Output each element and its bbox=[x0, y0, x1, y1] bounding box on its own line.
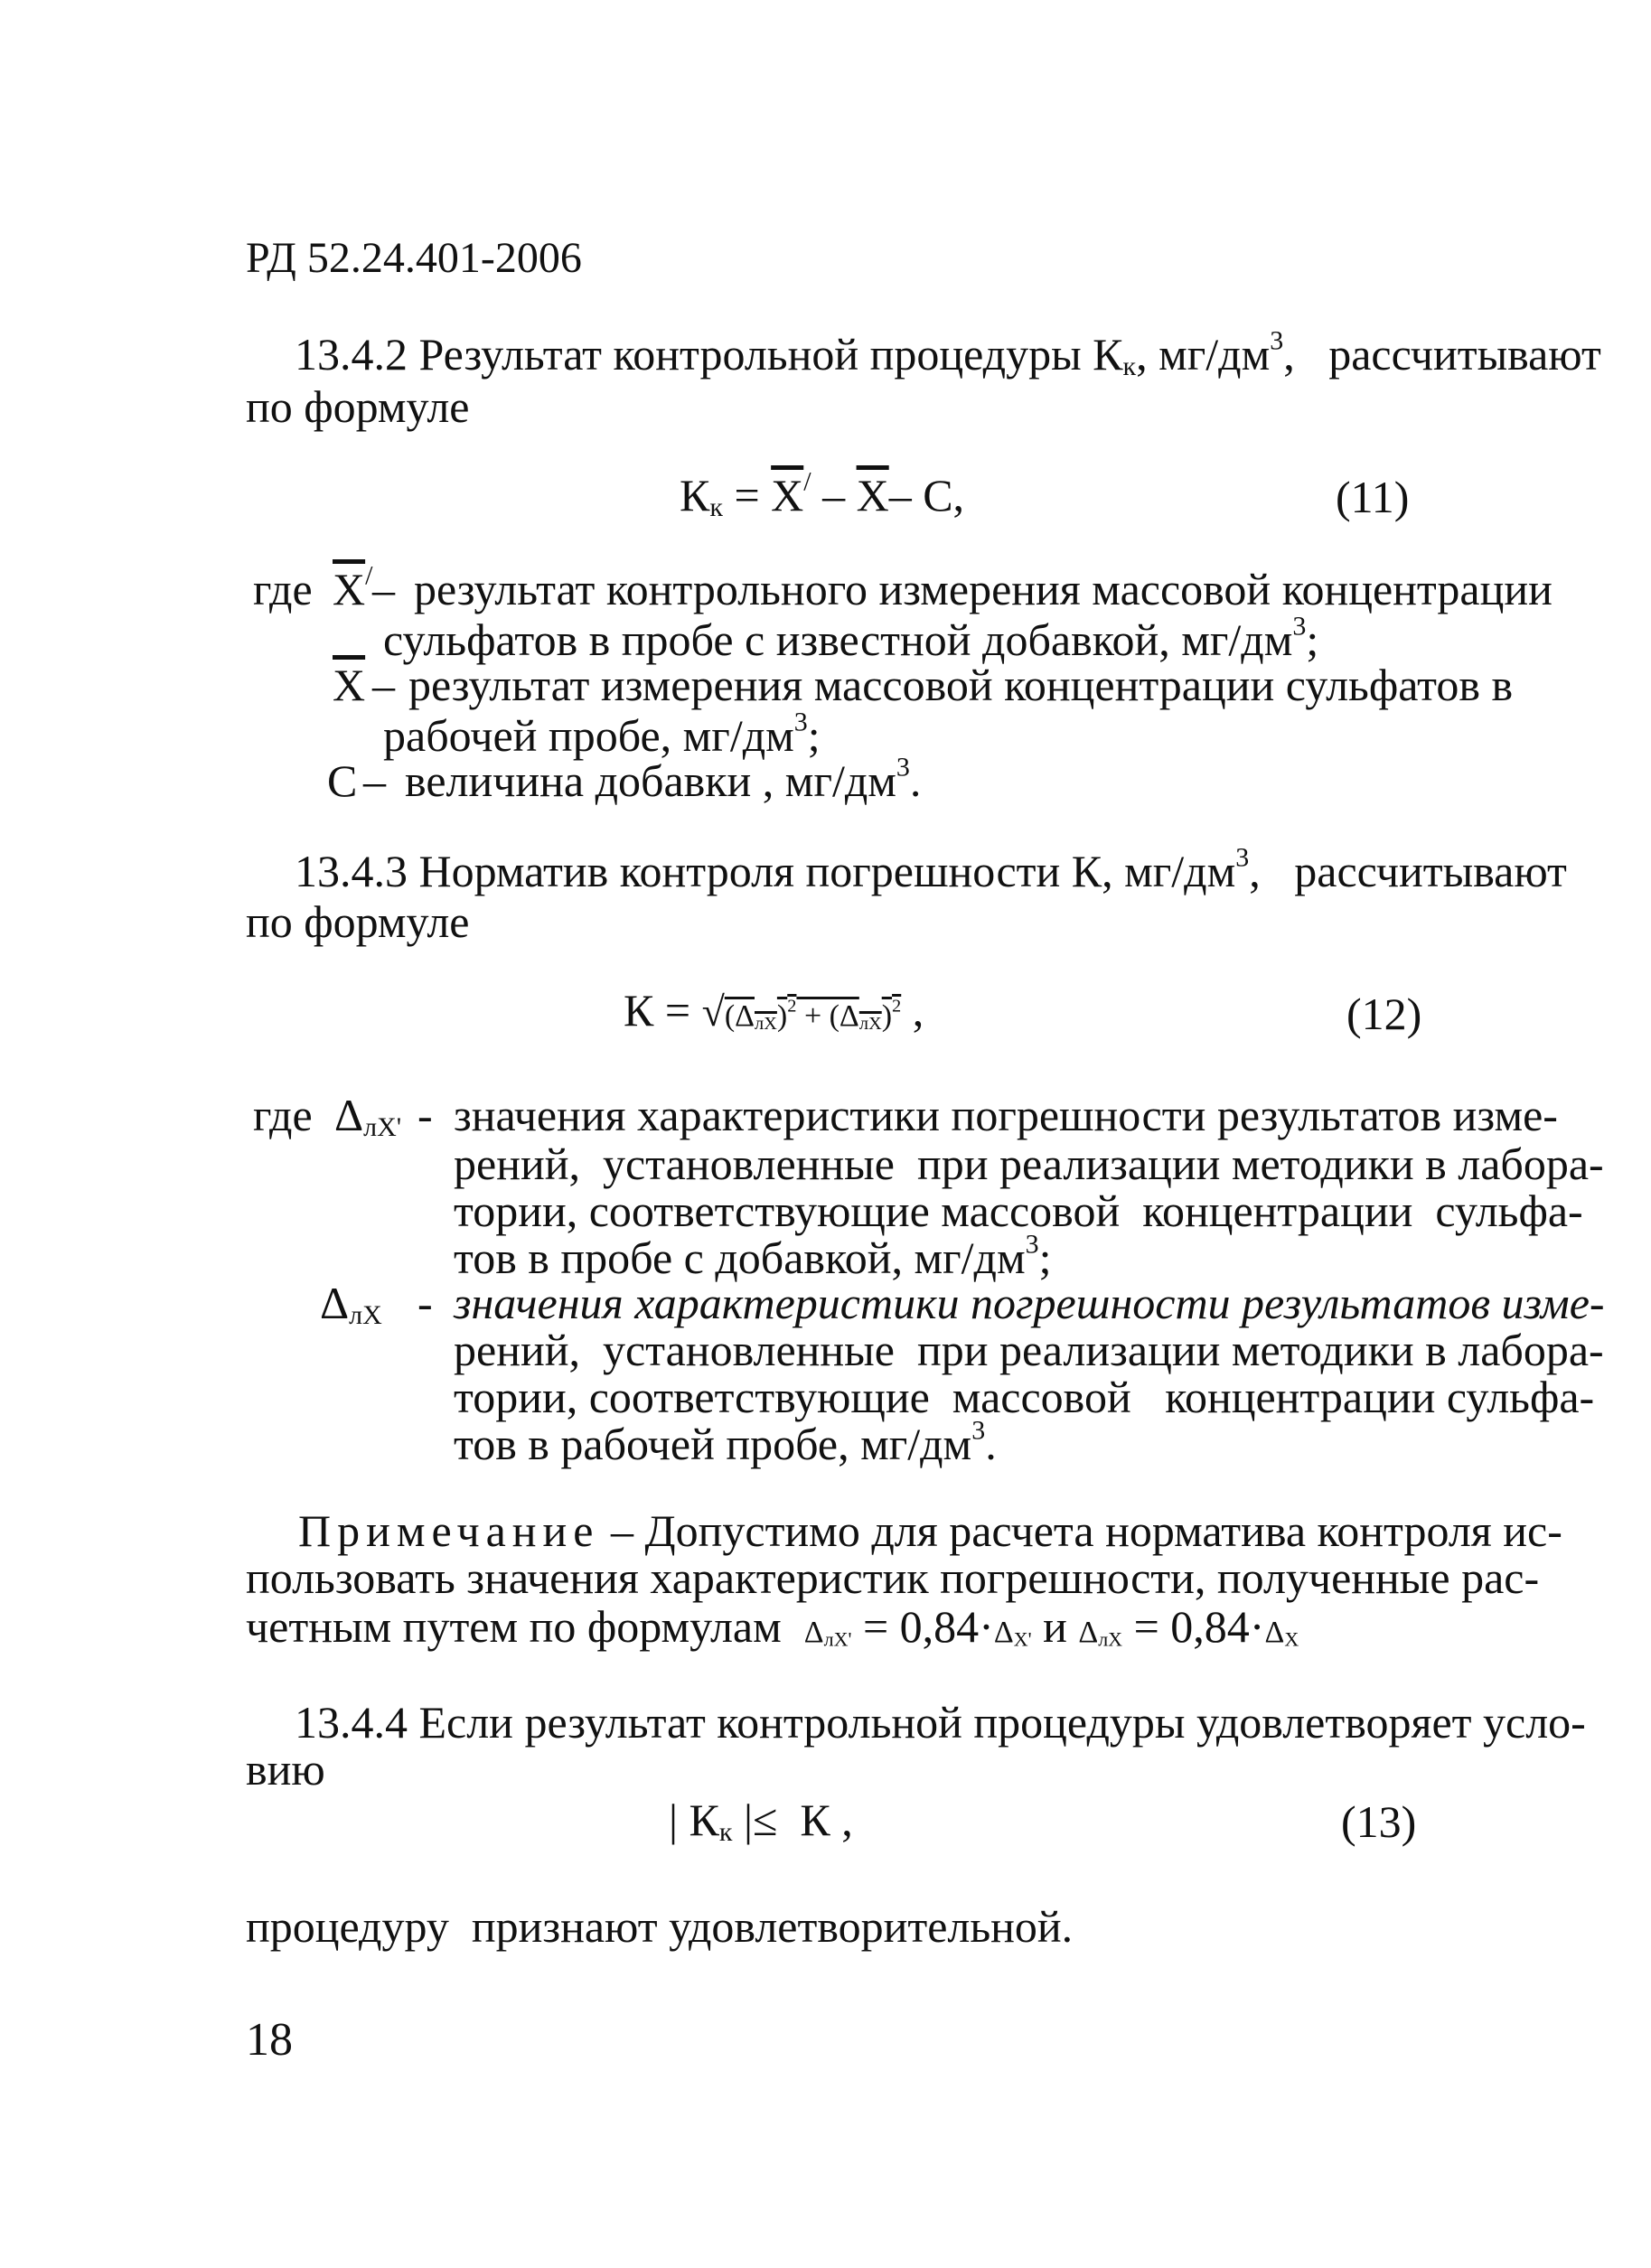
formula-13: | $К_к$ |≤ К , bbox=[669, 1795, 853, 1847]
def-dash: – bbox=[372, 660, 395, 710]
section-13-4-4-line1: 13.4.4 Если результат контрольной процедуры удовлетворяет усло- bbox=[295, 1697, 1586, 1748]
section-13-4-2-line2: по формуле bbox=[246, 381, 470, 432]
def-line: величина добавки , $мг/дм^3$. bbox=[405, 752, 922, 806]
def-symbol-x-prime: $\overline{X}^/$ bbox=[333, 560, 373, 614]
section-13-4-3-intro: 13.4.3 Норматив контроля погрешности К, $мг/дм^3$, рассчитывают bbox=[295, 842, 1567, 896]
page-number: 18 bbox=[246, 2014, 293, 2066]
def-line: сульфатов в пробе с известной добавкой, $мг/дм^3$; bbox=[383, 611, 1319, 665]
note-line-3: четным путем по формулам $\Delta_{лХ'} = 0,84\cdot\Delta_{Х'}$ и $\Delta_{лХ} = 0,84\cdot\Delta_Х$ bbox=[246, 1601, 1299, 1652]
def-line: значения характеристики погрешности результатов изме- bbox=[454, 1278, 1605, 1328]
def-line: результат контрольного измерения массовой концентрации bbox=[414, 564, 1553, 614]
where-label-1: где bbox=[253, 564, 313, 614]
note-line-2: пользовать значения характеристик погрешности, полученные рас- bbox=[246, 1552, 1540, 1603]
def-symbol-delta-lx-prime: $\Delta_{лХ'}$ bbox=[334, 1090, 402, 1142]
formula-11: $К_к = \overline{X}^/ - \overline{X}-$ С, bbox=[680, 466, 965, 522]
def-line: рабочей пробе, $мг/дм^3$; bbox=[383, 707, 821, 761]
def-line: рений, установленные при реализации методики в лабора- bbox=[454, 1139, 1604, 1189]
where-label-2: где bbox=[253, 1090, 313, 1140]
def-symbol-x: $\overline{X}$ bbox=[333, 660, 366, 710]
def-line: рений, установленные при реализации методики в лабора- bbox=[454, 1325, 1604, 1375]
def-line: тории, соответствующие массовой концентрации сульфа- bbox=[454, 1186, 1583, 1236]
def-line: результат измерения массовой концентрации сульфатов в bbox=[408, 660, 1514, 710]
def-dash: - bbox=[417, 1090, 433, 1140]
formula-13-number: (13) bbox=[1341, 1796, 1417, 1847]
section-13-4-4-line2: вию bbox=[246, 1744, 325, 1795]
formula-11-number: (11) bbox=[1336, 472, 1410, 522]
section-13-4-4-conclusion: процедуру признают удовлетворительной. bbox=[246, 1901, 1074, 1952]
def-line: тов в пробе с добавкой, $мг/дм^3$; bbox=[454, 1229, 1052, 1283]
def-line: тов в рабочей пробе, $мг/дм^3$. bbox=[454, 1415, 997, 1469]
section-13-4-2-intro: 13.4.2 Результат контрольной процедуры $К_к$, $мг/дм^3$, рассчитывают bbox=[295, 325, 1601, 381]
def-line: значения характеристики погрешности результатов изме- bbox=[454, 1090, 1558, 1140]
section-13-4-3-line2: по формуле bbox=[246, 896, 470, 947]
def-symbol-delta-lx: $\Delta_{лХ}$ bbox=[320, 1278, 382, 1330]
formula-12-number: (12) bbox=[1346, 989, 1422, 1039]
note-line-1: Примечание – Допустимо для расчета норматива контроля ис- bbox=[298, 1505, 1562, 1556]
document-code: РД 52.24.401-2006 bbox=[246, 234, 582, 282]
def-dash: – bbox=[372, 564, 395, 614]
def-symbol-c: С bbox=[327, 755, 358, 806]
formula-12: $К = √(\Delta_{лХ})^2 + (\Delta_{лХ})^2$ , bbox=[624, 985, 924, 1036]
radical-sign: √ bbox=[701, 989, 725, 1035]
def-dash: - bbox=[417, 1278, 433, 1328]
def-line: тории, соответствующие массовой концентрации сульфа- bbox=[454, 1372, 1595, 1422]
def-dash: – bbox=[363, 755, 386, 806]
note-label: Примечание bbox=[298, 1505, 600, 1556]
